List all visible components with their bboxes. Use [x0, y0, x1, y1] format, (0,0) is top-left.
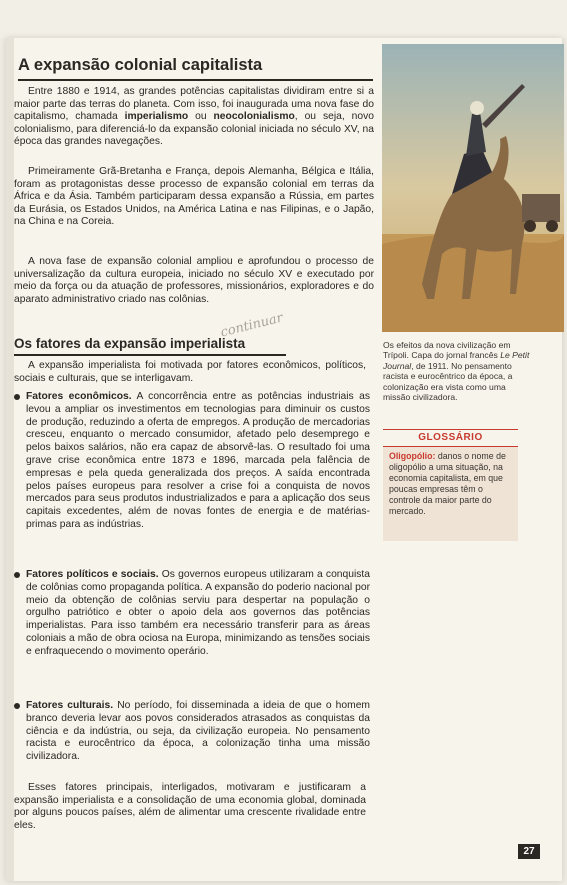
paragraph-universalization: [14, 256, 374, 306]
bullet-icon: [14, 394, 20, 400]
text-span: A nova fase de expansão colonial ampliou e aprofundou o processo de universalização da cultura europeia, iniciado no século XV e executado por meio da força ou da atuação de professores, missionários, exploradores e do aparato administrativo criado nas colônias.: [14, 256, 374, 305]
bullet-cultural: [14, 700, 370, 764]
handwritten-note: continuar: [219, 310, 285, 341]
glossary-entry: [389, 451, 513, 517]
bullet-economic: [14, 391, 370, 532]
text-span: ou: [188, 111, 214, 123]
glossary-term: Oligopólio:: [389, 451, 436, 461]
paragraph-protagonists: [14, 166, 374, 229]
glossary-definition: danos o nome de oligopólio a uma situação, na economia capitalista, em que poucas empresas têm o controle da maior parte do mercado.: [389, 451, 506, 516]
bullet-icon: [14, 572, 20, 578]
glossary-heading: GLOSSÁRIO: [383, 429, 518, 447]
caption-newspaper-title: Le Petit Journal: [383, 350, 530, 371]
text-span: , ou seja, novo colonialismo, para diferenciá-lo da expansão colonial iniciada no século XV, na época das grandes navegações.: [14, 111, 374, 148]
term-neocolonialismo: neocolonialismo: [213, 111, 295, 123]
text-span: Esses fatores principais, interligados, motivaram e justificaram a expansão imperialista e a consolidação de uma economia global, dominada por alguns poucos países, além de alimentar uma crescente rivalidade entre eles.: [14, 782, 366, 831]
bullet-icon: [14, 703, 20, 709]
bullet-body: Os governos europeus utilizaram a conquista de colônias como propaganda política. A expansão do poderio nacional por meio da obtenção de colônias serviu para despertar na população o orgulho patriótico e obter o apoio dela aos governos das potências imperialistas. Para isso também era necessário transferir para as áreas coloniais a mão de obra ociosa na Europa, minimizando as tensões sociais e enfraquecendo o movimento operário.: [26, 569, 371, 657]
text-span: Entre 1880 e 1914, as grandes potências capitalistas dividiram entre si a maior parte das terras do planeta. Com isso, foi inaugurada uma nova fase do capitalismo, chamada: [14, 86, 374, 123]
title-underline: [18, 79, 373, 81]
page-number: 27: [518, 844, 540, 859]
section-underline: [14, 354, 286, 356]
glossary-box: [383, 429, 518, 541]
photo-background-top: [0, 0, 567, 38]
text-span: A expansão imperialista foi motivada por fatores econômicos, políticos, sociais e culturais, que se interligavam.: [14, 360, 366, 384]
page-title: A expansão colonial capitalista: [18, 56, 263, 74]
figure-caption: [383, 340, 533, 402]
bullet-term: Fatores culturais.: [26, 700, 114, 711]
paragraph-closing: [14, 782, 366, 832]
paragraph-intro: [14, 86, 374, 149]
historical-illustration: [382, 44, 564, 332]
bullet-body: No período, foi disseminada a ideia de que o homem branco deveria levar aos povos considerados atrasados as conquistas da ciência e da indústria, ou seja, da civilização europeia. No pensamento racista e eurocêntrico da época, a colonização tinha uma missão civilizadora.: [26, 700, 370, 763]
term-imperialismo: imperialismo: [124, 111, 189, 123]
caption-text: Os efeitos da nova civilização em Trípoli. Capa do jornal francês: [383, 340, 511, 361]
text-span: Primeiramente Grã-Bretanha e França, depois Alemanha, Bélgica e Itália, foram as protagonistas desse processo de expansão colonial em terras da África e da Ásia. Também participaram dessa expansão a Rússia, em partes da Eurásia, os Estados Unidos, na América Latina e nas Filipinas, e o Japão, na China e na Coreia.: [14, 166, 374, 228]
paragraph-factors-intro: [14, 360, 366, 385]
camel-rider-illustration: [382, 44, 564, 332]
bullet-term: Fatores econômicos.: [26, 391, 132, 402]
bullet-body: A concorrência entre as potências industriais as levou a ampliar os investimentos em tecnologias para diminuir os custos de produção, reduzindo a oferta de empregos. A produção de mercadorias cresceu, enquanto o mercado consumidor, afetado pelo desemprego e pelos baixos salários, não era capaz de absorvê-las. O resultado foi uma grave crise econômica entre 1873 e 1896, marcada pela falência de empresas e pela queda generalizada dos preços. A saída encontrada pelos países europeus para resolver a crise foi a conquista de novos mercados para seus produtos industrializados e para a aplicação dos seus capitais excedentes, além de novas fontes de energia e de matérias-primas para as indústrias.: [26, 391, 370, 530]
section-title: Os fatores da expansão imperialista: [14, 336, 246, 351]
page-gutter: [6, 38, 14, 881]
bullet-term: Fatores políticos e sociais.: [26, 569, 159, 580]
bullet-political: [14, 569, 370, 659]
caption-text: , de 1911. No pensamento racista e eurocêntrico da época, a colonização era vista como uma missão civilizadora.: [383, 360, 513, 403]
